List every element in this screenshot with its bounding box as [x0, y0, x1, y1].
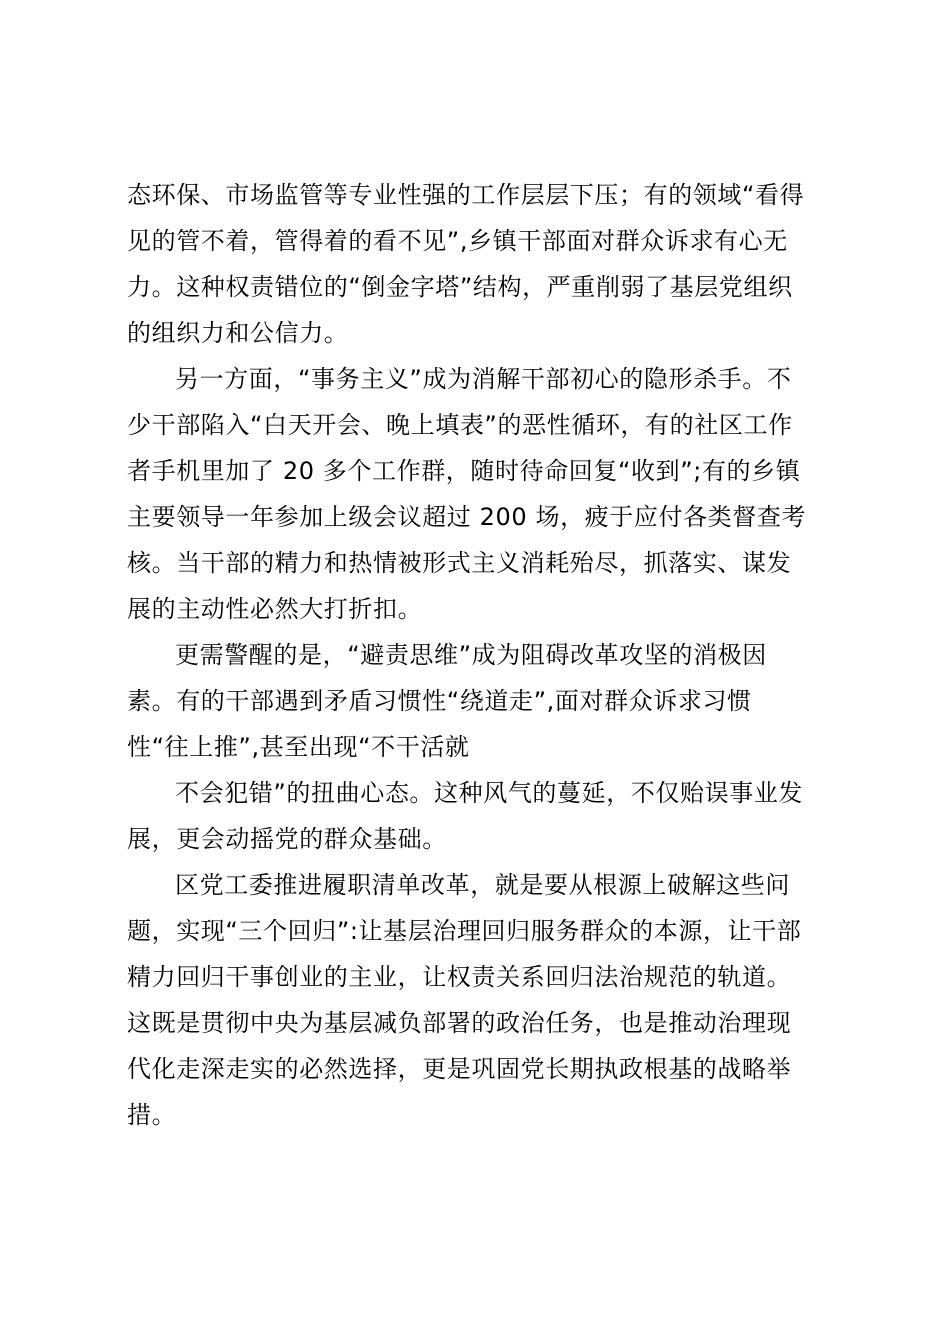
paragraph-first-line: 不会犯错”的扭曲心态。这种风气的蔓延，不仅贻误事业发: [175, 779, 804, 807]
text-line: 性“往上推”,甚至出现“不干活就: [127, 733, 470, 761]
text-line: 这既是贯彻中央为基层减负部署的政治任务，也是推动治理现: [127, 1009, 792, 1037]
text-line: 者手机里加了 20 多个工作群，随时待命回复“收到”;有的乡镇: [127, 457, 801, 485]
text-line: 核。当干部的精力和热情被形式主义消耗殆尽，抓落实、谋发: [127, 549, 792, 577]
text-line: 措。: [127, 1101, 177, 1129]
paragraph-first-line: 另一方面，“事务主义”成为消解干部初心的隐形杀手。不: [175, 365, 792, 393]
text-line: 素。有的干部遇到矛盾习惯性“绕道走”,面对群众诉求习惯: [127, 687, 752, 715]
text-line: 见的管不着，管得着的看不见”,乡镇干部面对群众诉求有心无: [127, 227, 788, 255]
text-line: 代化走深走实的必然选择，更是巩固党长期执政根基的战略举: [127, 1055, 792, 1083]
text-line: 力。这种权责错位的“倒金字塔”结构，严重削弱了基层党组织: [127, 273, 793, 301]
text-line: 少干部陷入“白天开会、晚上填表”的恶性循环，有的社区工作: [127, 411, 793, 439]
paragraph-first-line: 区党工委推进履职清单改革，就是要从根源上破解这些问: [175, 871, 790, 899]
text-line: 态环保、市场监管等专业性强的工作层层下压；有的领域“看得: [127, 181, 805, 209]
text-line: 展，更会动摇党的群众基础。: [127, 825, 447, 853]
text-line: 的组织力和公信力。: [127, 319, 349, 347]
text-line: 精力回归干事创业的主业，让权责关系回归法治规范的轨道。: [127, 963, 792, 991]
text-line: 展的主动性必然大打折扣。: [127, 595, 423, 623]
paragraph-first-line: 更需警醒的是，“避责思维”成为阻碍改革攻坚的消极因: [175, 641, 767, 669]
text-line: 题，实现“三个回归”:让基层治理回归服务群众的本源，让干部: [127, 917, 802, 945]
text-line: 主要领导一年参加上级会议超过 200 场，疲于应付各类督查考: [127, 503, 807, 531]
